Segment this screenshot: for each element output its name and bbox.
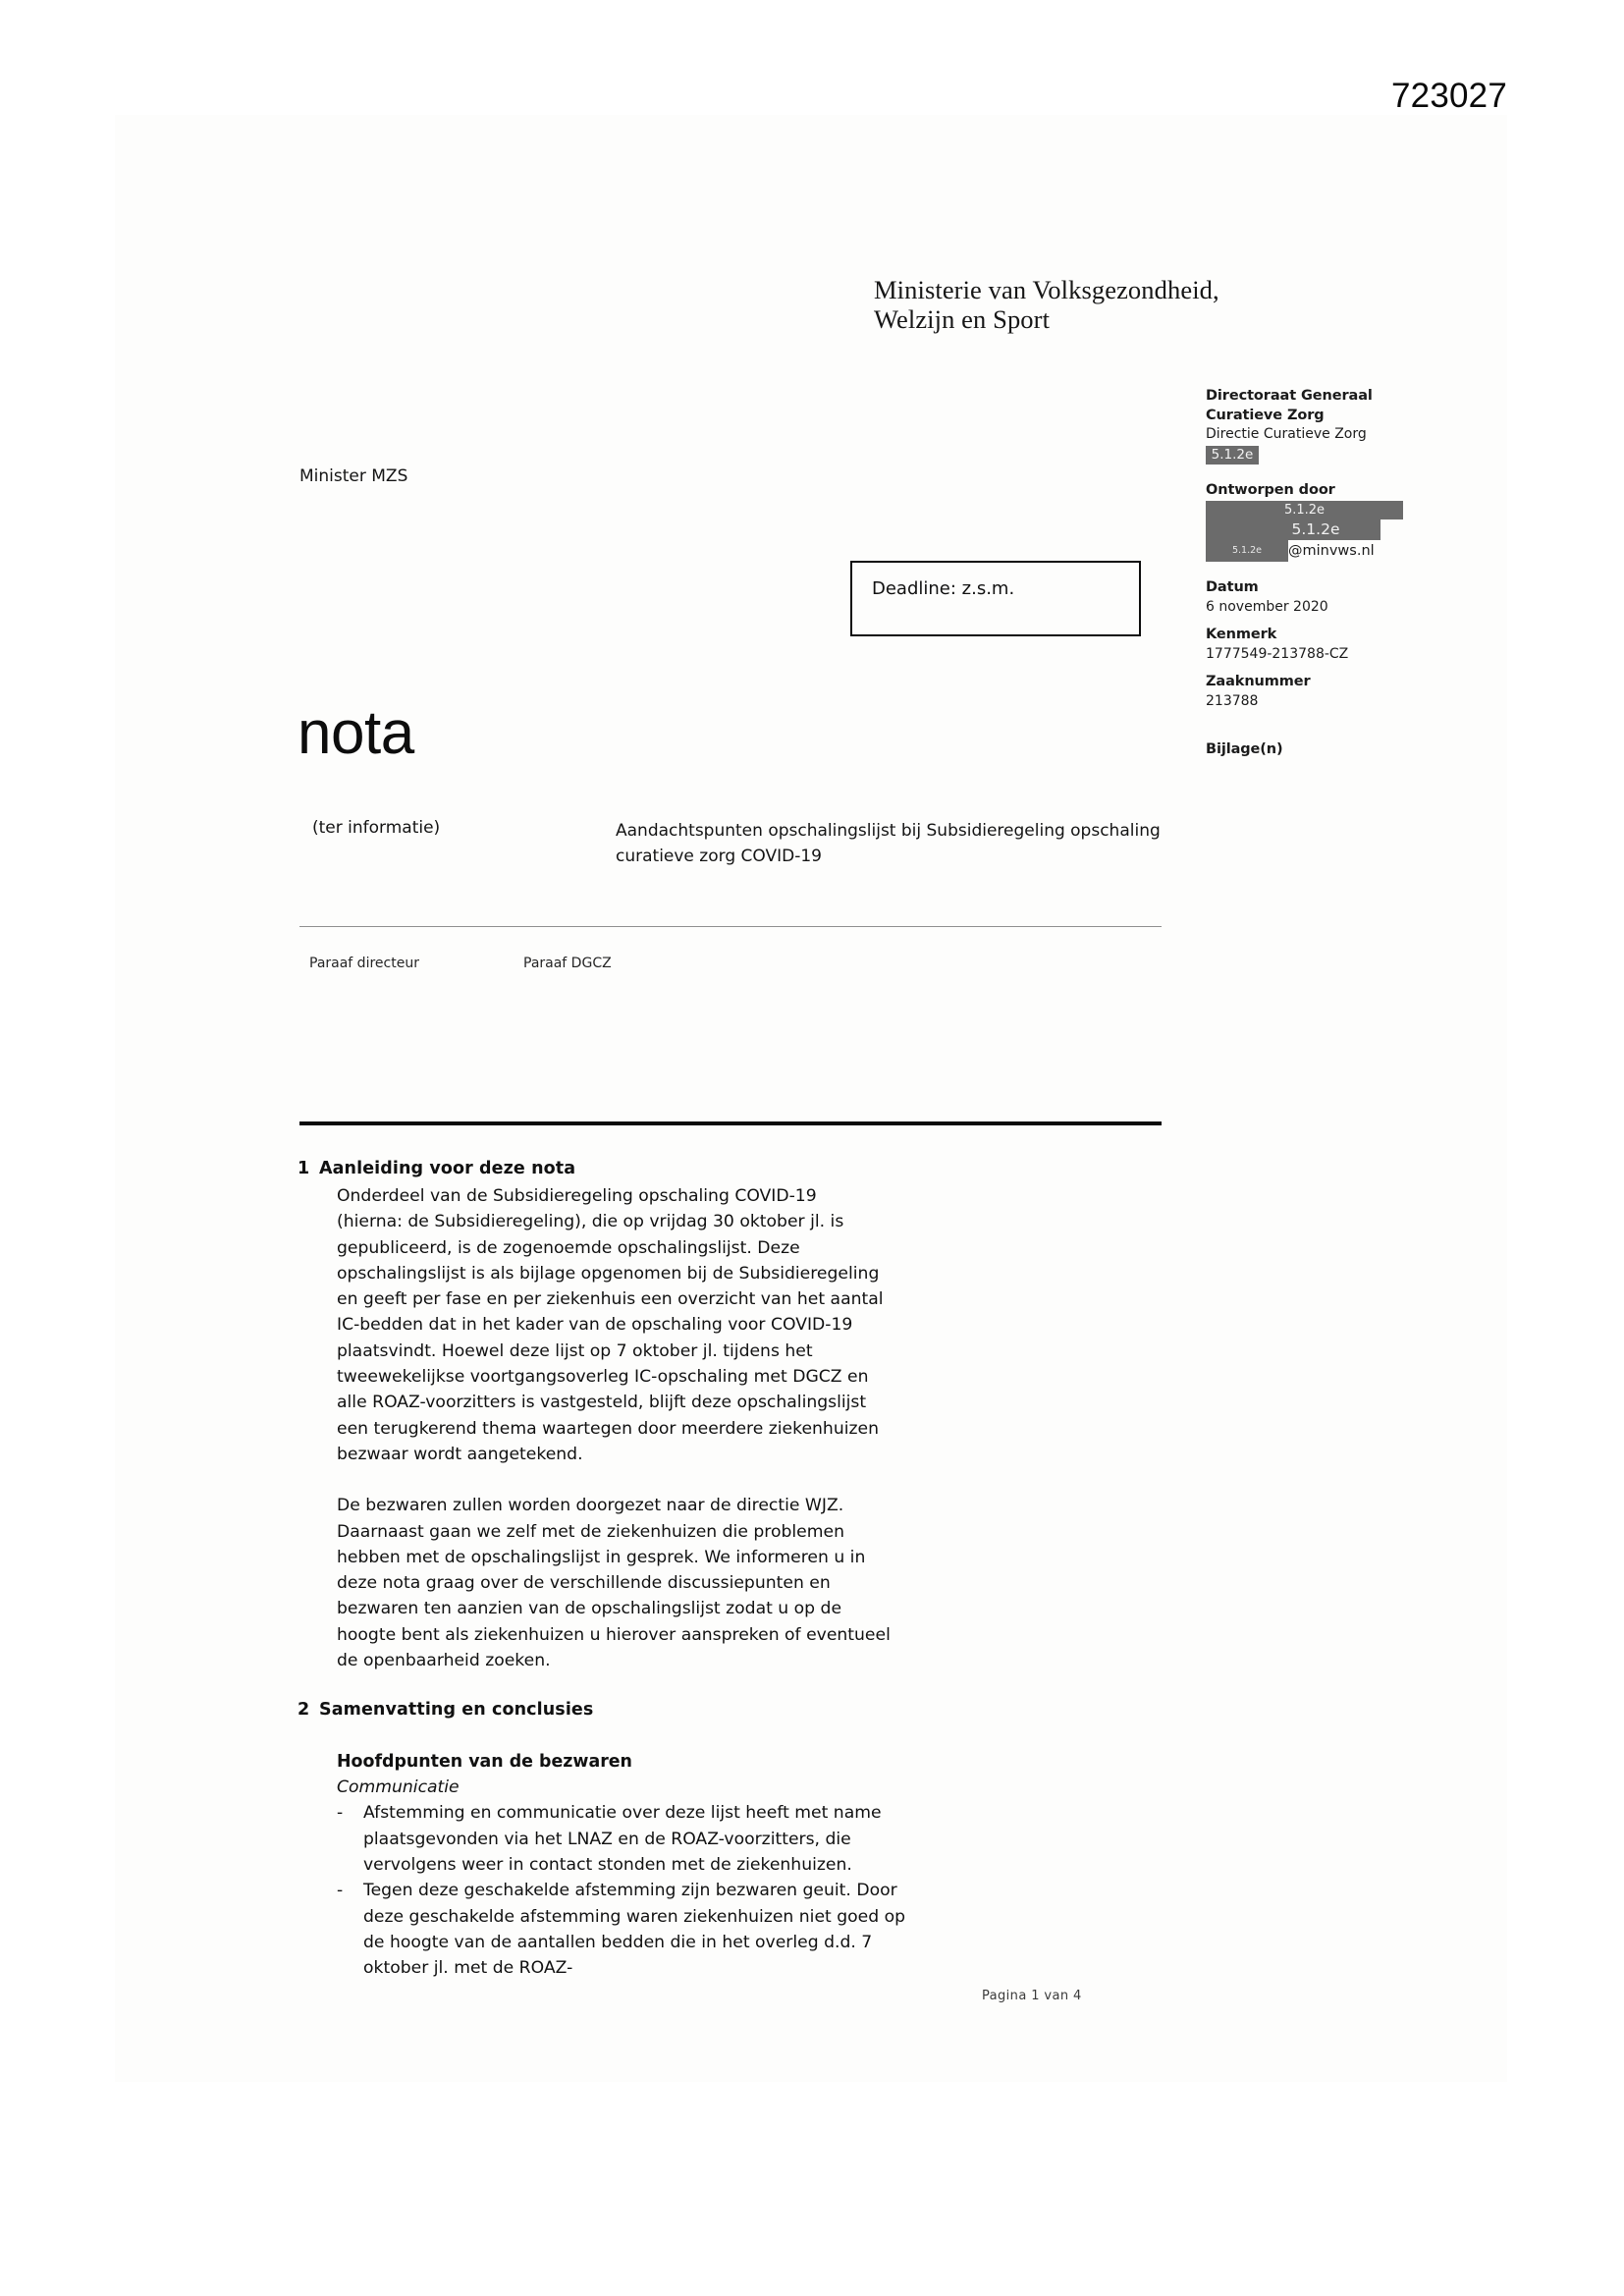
dg-label-line-2: Curatieve Zorg bbox=[1206, 407, 1325, 423]
section-2-title: Samenvatting en conclusies bbox=[319, 1700, 594, 1721]
kenmerk-label: Kenmerk bbox=[1206, 627, 1277, 642]
divider-thin bbox=[299, 926, 1162, 927]
spacer bbox=[1206, 465, 1500, 481]
section-1-heading bbox=[298, 1157, 1171, 1180]
paraaf-dgcz-label: Paraaf DGCZ bbox=[523, 956, 612, 971]
divider-thick bbox=[299, 1121, 1162, 1125]
directie-redaction-row bbox=[1206, 445, 1500, 465]
list-item-text: Afstemming en communicatie over deze lijst heeft met name plaatsgevonden via het LNAZ en de ROAZ-voorzitters, die vervolgens weer in contact stonden met de ziekenhuizen. bbox=[363, 1803, 882, 1875]
paraaf-directeur-label: Paraaf directeur bbox=[309, 956, 419, 971]
section-2-heading bbox=[298, 1698, 1171, 1722]
spacer bbox=[298, 1724, 1171, 1749]
list-item bbox=[337, 1878, 913, 1981]
ontworpen-redaction-row-1 bbox=[1206, 500, 1500, 519]
section-1-paragraph-1: Onderdeel van de Subsidieregeling opschaling COVID-19 (hierna: de Subsidieregeling), die op vrijdag 30 oktober jl. is gepubliceerd, is de zogenoemde opschalingslijst. Deze opschalingslijst is als bijlage opgenomen bij de Subsidieregeling en geeft per fase en per ziekenhuis een overzicht van het aantal IC-bedden dat in het kader van de opschaling voor COVID-19 plaatsvindt. Hoewel deze lijst op 7 oktober jl. tijdens het tweewekelijkse voortgangsoverleg IC-opschaling met DGCZ en alle ROAZ-voorzitters is vastgesteld, blijft deze opschalingslijst een terugkerend thema waartegen door meerdere ziekenhuizen bezwaar wordt aangetekend. bbox=[337, 1186, 884, 1464]
ontworpen-door-label: Ontworpen door bbox=[1206, 481, 1335, 498]
dg-label-line-1: Directoraat Generaal bbox=[1206, 388, 1373, 404]
zaaknummer-value: 213788 bbox=[1206, 692, 1259, 709]
zaaknummer-label: Zaaknummer bbox=[1206, 674, 1311, 689]
bullet-dash-icon: - bbox=[337, 1881, 344, 1901]
section-2-subheading: Hoofdpunten van de bezwaren bbox=[337, 1752, 632, 1773]
redaction-bar-author-1: 5.1.2e bbox=[1206, 501, 1403, 519]
bullet-dash-icon: - bbox=[337, 1803, 344, 1824]
deadline-text: Deadline: z.s.m. bbox=[872, 578, 1015, 599]
list-item bbox=[337, 1800, 913, 1878]
ontworpen-redaction-row-2 bbox=[1206, 519, 1500, 540]
directie-value: Directie Curatieve Zorg bbox=[1206, 426, 1367, 442]
ministry-line-1: Ministerie van Volksgezondheid, bbox=[874, 275, 1219, 304]
section-2-number: 2 bbox=[298, 1700, 310, 1721]
section-1-title: Aanleiding voor deze nota bbox=[319, 1159, 576, 1178]
section-2-bullet-list bbox=[298, 1800, 1171, 1981]
ter-informatie-label: (ter informatie) bbox=[312, 818, 441, 838]
redaction-bar-author-3: 5.1.2e bbox=[1206, 540, 1288, 562]
list-item-text: Tegen deze geschakelde afstemming zijn bezwaren geuit. Door deze geschakelde afstemming waren ziekenhuizen niet goed op de hoogte van de aantallen bedden die in het overleg d.d. 7 oktober jl. met de ROAZ- bbox=[363, 1881, 906, 1979]
section-2-subheading-italic: Communicatie bbox=[337, 1777, 460, 1798]
spacer bbox=[1206, 562, 1500, 578]
ministry-wordmark bbox=[874, 275, 1326, 334]
subject-text: Aandachtspunten opschalingslijst bij Subsidieregeling opschaling curatieve zorg COVID-19 bbox=[616, 821, 1161, 866]
spacer bbox=[1206, 617, 1500, 626]
email-domain-fragment: @minvws.nl bbox=[1288, 543, 1375, 559]
redaction-bar-directie: 5.1.2e bbox=[1206, 446, 1259, 465]
redaction-bar-author-2: 5.1.2e bbox=[1206, 519, 1380, 540]
ontworpen-redaction-row-3 bbox=[1206, 540, 1500, 562]
spacer bbox=[298, 1673, 1171, 1698]
page-title: nota bbox=[298, 699, 414, 767]
deadline-box bbox=[850, 561, 1141, 636]
page-footer: Pagina 1 van 4 bbox=[982, 1989, 1082, 2003]
document-body bbox=[298, 1157, 1171, 1981]
section-1-number: 1 bbox=[298, 1159, 310, 1178]
bijlagen-label: Bijlage(n) bbox=[1206, 741, 1283, 757]
spacer bbox=[298, 1467, 1171, 1493]
datum-label: Datum bbox=[1206, 579, 1259, 595]
kenmerk-value: 1777549-213788-CZ bbox=[1206, 645, 1349, 662]
section-1-paragraph-2: De bezwaren zullen worden doorgezet naar de directie WJZ. Daarnaast gaan we zelf met de ziekenhuizen die problemen hebben met de opschalingslijst in gesprek. We informeren u in deze nota graag over de verschillende discussiepunten en bezwaren ten aanzien van de opschalingslijst zodat u op de hoogte bent als ziekenhuizen u hierover aanspreken of eventueel de openbaarheid zoeken. bbox=[337, 1496, 891, 1671]
spacer bbox=[1206, 711, 1500, 740]
meta-column bbox=[1206, 387, 1500, 760]
addressee: Minister MZS bbox=[299, 466, 408, 486]
document-number: 723027 bbox=[1391, 77, 1507, 115]
datum-value: 6 november 2020 bbox=[1206, 598, 1328, 615]
spacer bbox=[1206, 664, 1500, 673]
ministry-line-2: Welzijn en Sport bbox=[874, 304, 1051, 334]
